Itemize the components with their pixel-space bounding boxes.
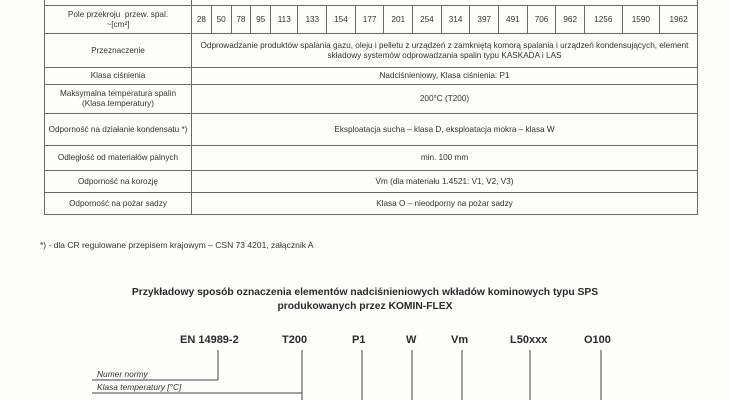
area-value: 1962 — [660, 6, 698, 34]
area-value: 95 — [251, 6, 271, 34]
example-title-line1: Przykładowy sposób oznaczenia elementów nadciśnieniowych wkładów kominowych typu SPS — [131, 287, 599, 298]
row-label: Odporność na korozję — [45, 171, 192, 193]
cross-section-label: Pole przekroju przew. spal. ~[cm²] — [45, 6, 192, 34]
area-value: 1256 — [585, 6, 623, 34]
row-label: Odległość od materiałów palnych — [45, 146, 192, 171]
area-value: 397 — [470, 6, 499, 34]
row-value: 200°C (T200) — [192, 85, 698, 114]
area-value: 314 — [441, 6, 470, 34]
row-value: Klasa O – nieodporny na pożar sadzy — [192, 193, 698, 215]
row-value: Vm (dla materiału 1.4521: V1, V2, V3) — [192, 171, 698, 193]
area-value: 113 — [271, 6, 298, 34]
area-value: 254 — [413, 6, 442, 34]
area-value: 706 — [527, 6, 556, 34]
area-value: 78 — [231, 6, 251, 34]
example-title-line2: produkowanych przez KOMIN-FLEX — [277, 301, 453, 312]
code-temperature: T200 — [282, 334, 308, 346]
area-value: 1590 — [622, 6, 660, 34]
code-pressure: P1 — [352, 334, 366, 346]
row-value: Nadciśnieniowy, Klasa ciśnienia: P1 — [192, 68, 698, 85]
code-distance: L50xxx — [510, 334, 548, 346]
area-value: 133 — [298, 6, 327, 34]
area-value: 491 — [499, 6, 528, 34]
row-label: Maksymalna temperatura spalin (Klasa temperatury) — [45, 85, 192, 114]
row-value: Odprowadzanie produktów spalania gazu, oleju i pelletu z urządzeń z zamkniętą komorą spalania i urządzeń kondensujących, element składowy systemów odprowadzania spalin typu KASKADA i LAS — [192, 34, 698, 68]
row-label: Klasa ciśnienia — [45, 68, 192, 85]
row-label: Odporność na działanie kondensatu *) — [45, 114, 192, 146]
area-value: 962 — [556, 6, 585, 34]
area-value: 201 — [384, 6, 413, 34]
row-value: Eksploatacja sucha – klasa D, eksploatacja mokra – klasa W — [192, 114, 698, 146]
code-condensate: W — [406, 334, 417, 346]
area-value: 177 — [355, 6, 384, 34]
code-standard: EN 14989-2 — [180, 334, 239, 346]
row-value: min. 100 mm — [192, 146, 698, 171]
marker-standard-number: Numer normy — [97, 369, 148, 379]
code-soot-fire: O100 — [584, 334, 611, 346]
footnote: *) - dla CR regulowane przepisem krajowym – CSN 73 4201, załącznik A — [40, 240, 314, 250]
marker-temperature-class: Klasa temperatury [°C] — [97, 382, 182, 392]
area-value: 154 — [327, 6, 356, 34]
code-corrosion: Vm — [451, 334, 469, 346]
area-value: 28 — [192, 6, 212, 34]
row-label: Odporność na pożar sadzy — [45, 193, 192, 215]
area-value: 50 — [211, 6, 231, 34]
row-label: Przeznaczenie — [45, 34, 192, 68]
